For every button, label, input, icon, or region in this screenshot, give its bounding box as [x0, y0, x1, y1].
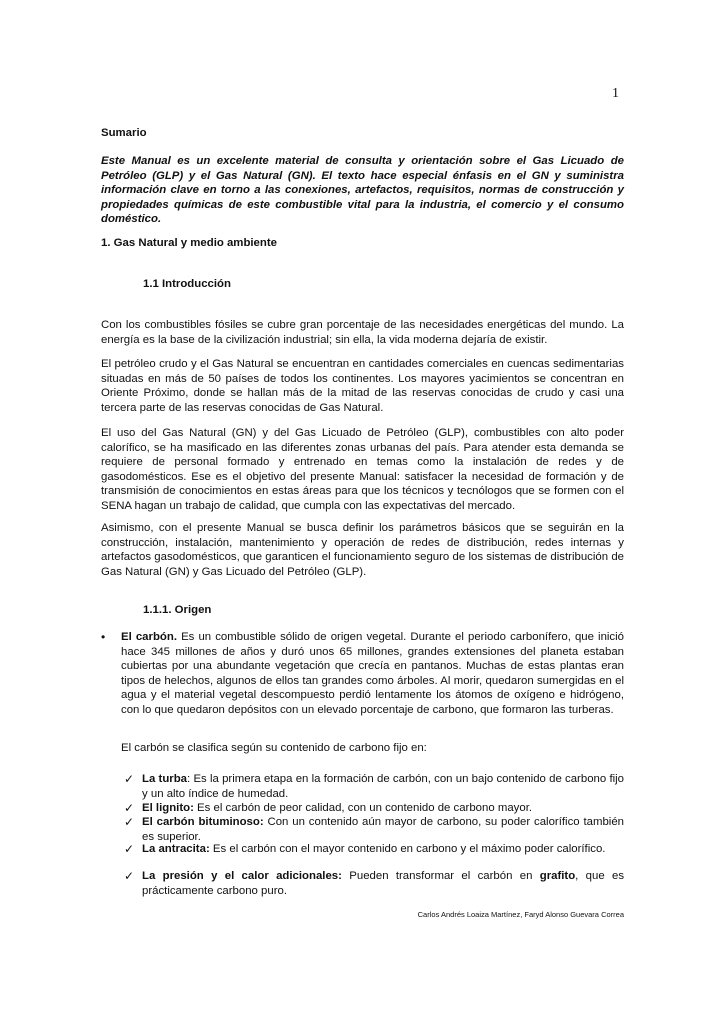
grafito-term: grafito	[539, 870, 576, 882]
section-heading-1: 1. Gas Natural y medio ambiente	[101, 237, 277, 249]
check-icon: ✓	[124, 815, 135, 829]
carbon-classification: El carbón se clasifica según su contenido de carbono fijo en:	[121, 742, 427, 754]
section-heading-1-1-1: 1.1.1. Origen	[143, 604, 212, 616]
bituminoso-text: Con un contenido aún mayor de carbono, su poder calorífico también es superior.	[142, 816, 624, 843]
carbon-term: El carbón.	[121, 631, 177, 643]
page-number: 1	[612, 86, 619, 101]
lignito-text: Es el carbón de peor calidad, con un contenido de carbono mayor.	[193, 802, 533, 814]
list-item-lignito	[142, 801, 624, 816]
paragraph-2: El petróleo crudo y el Gas Natural se encuentran en cantidades comerciales en cuencas sedimentarias situadas en más de 50 países de todos los continentes. Los mayores yacimientos se concentran en Oriente Próximo, donde se hallan más de la mitad de las reservas conocidas de crudo y casi una tercera parte de las reservas conocidas de Gas Natural.	[101, 358, 624, 414]
list-item-turba	[142, 772, 624, 801]
carbon-paragraph	[121, 630, 624, 718]
presion-text: Pueden transformar el carbón en	[341, 870, 540, 882]
summary-heading: Sumario	[101, 127, 147, 139]
paragraph-1: Con los combustibles fósiles se cubre gran porcentaje de las necesidades energéticas del mundo. La energía es la base de la civilización industrial; sin ella, la vida moderna dejaría de existir.	[101, 319, 624, 346]
list-item-bituminoso	[142, 815, 624, 844]
bituminoso-term: El carbón bituminoso:	[142, 816, 264, 828]
list-item-antracita	[142, 842, 624, 857]
turba-term: La turba	[142, 773, 188, 785]
lignito-term: El lignito:	[142, 802, 194, 814]
list-item-presion	[142, 869, 624, 898]
presion-text-end: , que es prácticamente carbono puro.	[142, 870, 625, 897]
carbon-text: Es un combustible sólido de origen vegetal. Durante el periodo carbonífero, que inició hace 345 millones de años y duró unos 65 millones, grandes extensiones del planeta estaban cubiertas por una abundante vegetación que crecía en pantanos. Muchas de estas plantas eran tipos de helechos, algunos de ellos tan grandes como árboles. Al morir, quedaron sumergidas en el agua y el material vegetal descompuesto perdió lentamente los átomos de oxígeno e hidrógeno, con lo que quedaron depósitos con un elevado porcentaje de carbono, que formaron las turberas.	[121, 631, 624, 716]
paragraph-4: Asimismo, con el presente Manual se busca definir los parámetros básicos que se seguirán en la construcción, instalación, mantenimiento y operación de redes de distribución, redes internas y artefactos gasodomésticos, que garanticen el funcionamiento seguro de los sistemas de distribución de Gas Natural (GN) y Gas Licuado del Petróleo (GLP).	[101, 522, 624, 578]
paragraph-3: El uso del Gas Natural (GN) y del Gas Licuado de Petróleo (GLP), combustibles con alto poder calorífico, se ha masificado en las diferentes zonas urbanas del país. Para atender esta demanda se requiere de personal formado y entrenado en temas como la instalación de redes y de gasodomésticos. Ese es el objetivo del presente Manual: satisfacer la necesidad de formación y de transmisión de conocimientos en estas áreas para que los técnicos y tecnólogos que se formen con el SENA hagan un trabajo de calidad, que cumpla con las expectativas del mercado.	[101, 427, 624, 512]
check-icon: ✓	[124, 801, 135, 815]
bullet-icon: •	[101, 630, 106, 644]
turba-text: : Es la primera etapa en la formación de carbón, con un bajo contenido de carbono fijo y un alto índice de humedad.	[142, 773, 625, 800]
summary-paragraph: Este Manual es un excelente material de consulta y orientación sobre el Gas Licuado de Petróleo (GLP) y el Gas Natural (GN). El texto hace especial énfasis en el GN y suministra información clave en torno a las conexiones, artefactos, requisitos, normas de construcción y propiedades químicas de este combustible vital para la industria, el comercio y el consumo doméstico.	[101, 155, 624, 226]
check-icon: ✓	[124, 772, 135, 786]
antracita-text: Es el carbón con el mayor contenido en carbono y el máximo poder calorífico.	[209, 843, 606, 855]
check-icon: ✓	[124, 842, 135, 856]
check-icon: ✓	[124, 869, 135, 883]
presion-term: La presión y el calor adicionales:	[142, 870, 342, 882]
section-heading-1-1: 1.1 Introducción	[143, 278, 231, 290]
footer-authors: Carlos Andrés Loaiza Martínez, Faryd Alonso Guevara Correa	[417, 910, 624, 919]
antracita-term: La antracita:	[142, 843, 210, 855]
